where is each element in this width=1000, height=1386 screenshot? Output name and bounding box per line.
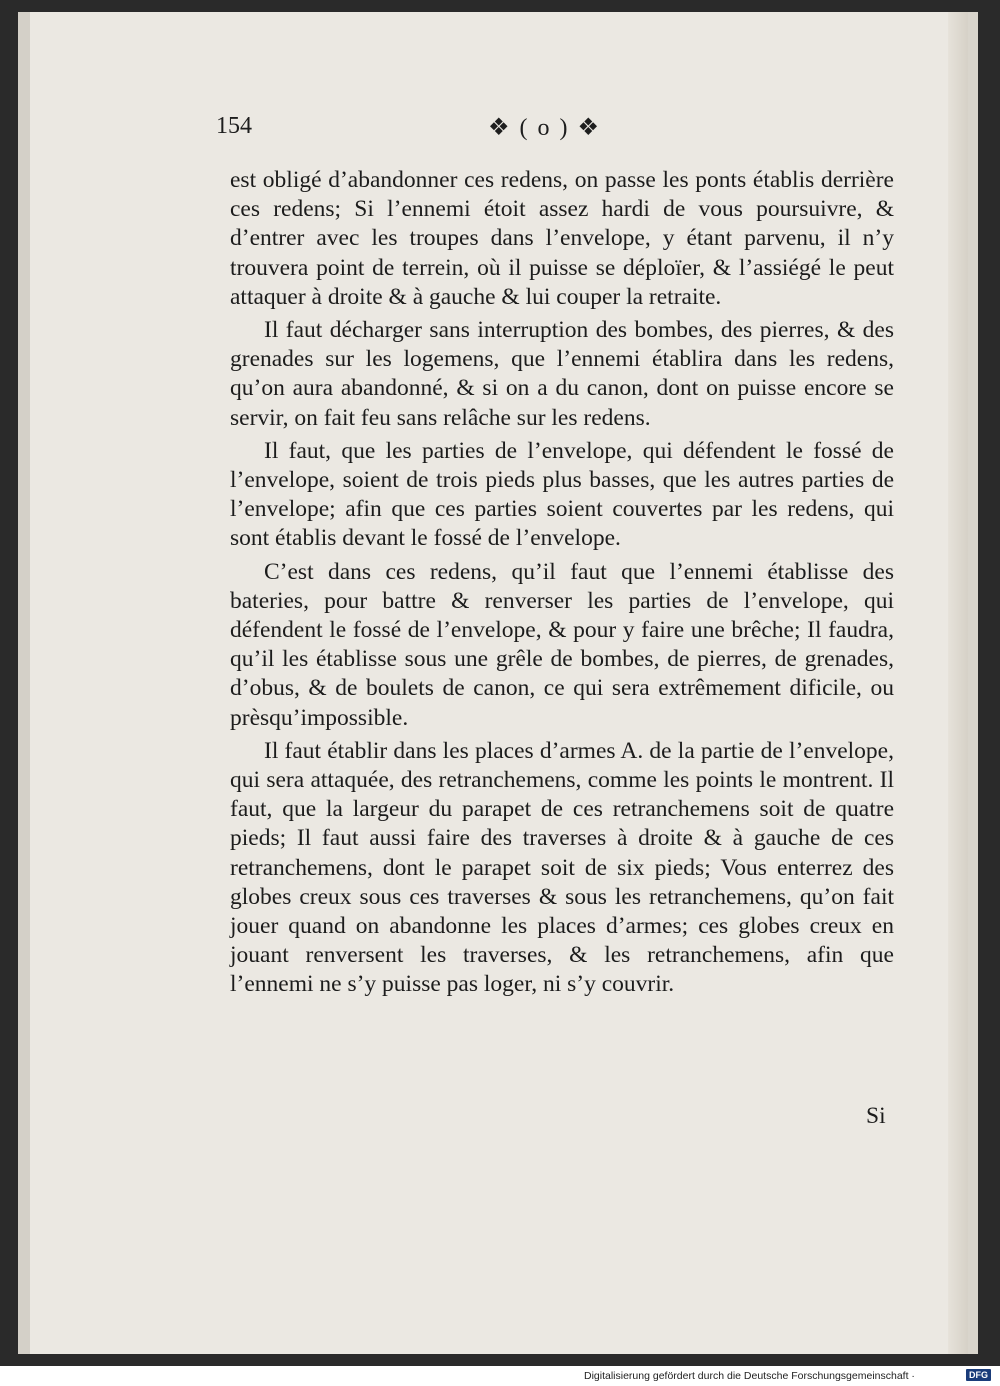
body-text [230,166,894,1004]
page-header [216,113,896,153]
paragraph: C’est dans ces redens, qu’il faut que l’ennemi établisse des bateries, pour battre & renverser les parties de l’envelope, qui défendent le fossé de l’envelope, & pour y faire une brêche; Il faudra, qu’il les établisse sous une grêle de bombes, de pierres, de grenades, d’obus, & de boulets de canon, ce qui sera extrêmement dificile, ou prèsqu’impossible. [230,558,894,731]
dfg-logo: DFG [966,1369,991,1381]
page-number: 154 [216,113,252,139]
paragraph: Il faut décharger sans interruption des bombes, des pierres, & des grenades sur les logemens, que l’ennemi établira dans les redens, qu’on aura abandonné, & si on a du canon, dont on puisse encore se servir, on fait feu sans relâche sur les redens. [230,317,894,431]
paragraph: Il faut, que les parties de l’envelope, qui défendent le fossé de l’envelope, soient de trois pieds plus basses, que les autres parties de l’envelope; afin que ces parties soient couvertes par les redens, qui sont établis devant le fossé de l’envelope. [230,437,894,552]
paragraph: est obligé d’abandonner ces redens, on passe les ponts établis derrière ces redens; Si l’ennemi étoit assez hardi de vous poursuivre, & d’entrer avec les troupes dans l’envelope, y étant parvenu, il n’y trouvera point de terrein, où il puisse se déploïer, & l’assiégé le peut attaquer à droite & à gauche & lui couper la retraite. [230,167,894,310]
paragraph: Il faut établir dans les places d’armes A. de la partie de l’envelope, qui sera attaquée, des retranchemens, comme les points le montrent. Il faut, que la largeur du parapet de ces retranchemens soit de quatre pieds; Il faut aussi faire des traverses à droite & à gauche de ces retranchemens, dont le parapet soit de six pieds; Vous enterrez des globes creux sous ces traverses & sous les retranchemens, qu’on fait jouer quand on abandonne les places d’armes; ces globes creux en jouant renversent les traverses, & les retranchemens, afin que l’ennemi ne s’y puisse pas loger, ni s’y couvrir. [230,737,894,998]
digitization-credit: Digitalisierung gefördert durch die Deutsche Forschungsgemeinschaft · [584,1370,915,1382]
header-ornament: ❖ ( o ) ❖ [488,115,602,141]
catchword: Si [866,1103,886,1129]
